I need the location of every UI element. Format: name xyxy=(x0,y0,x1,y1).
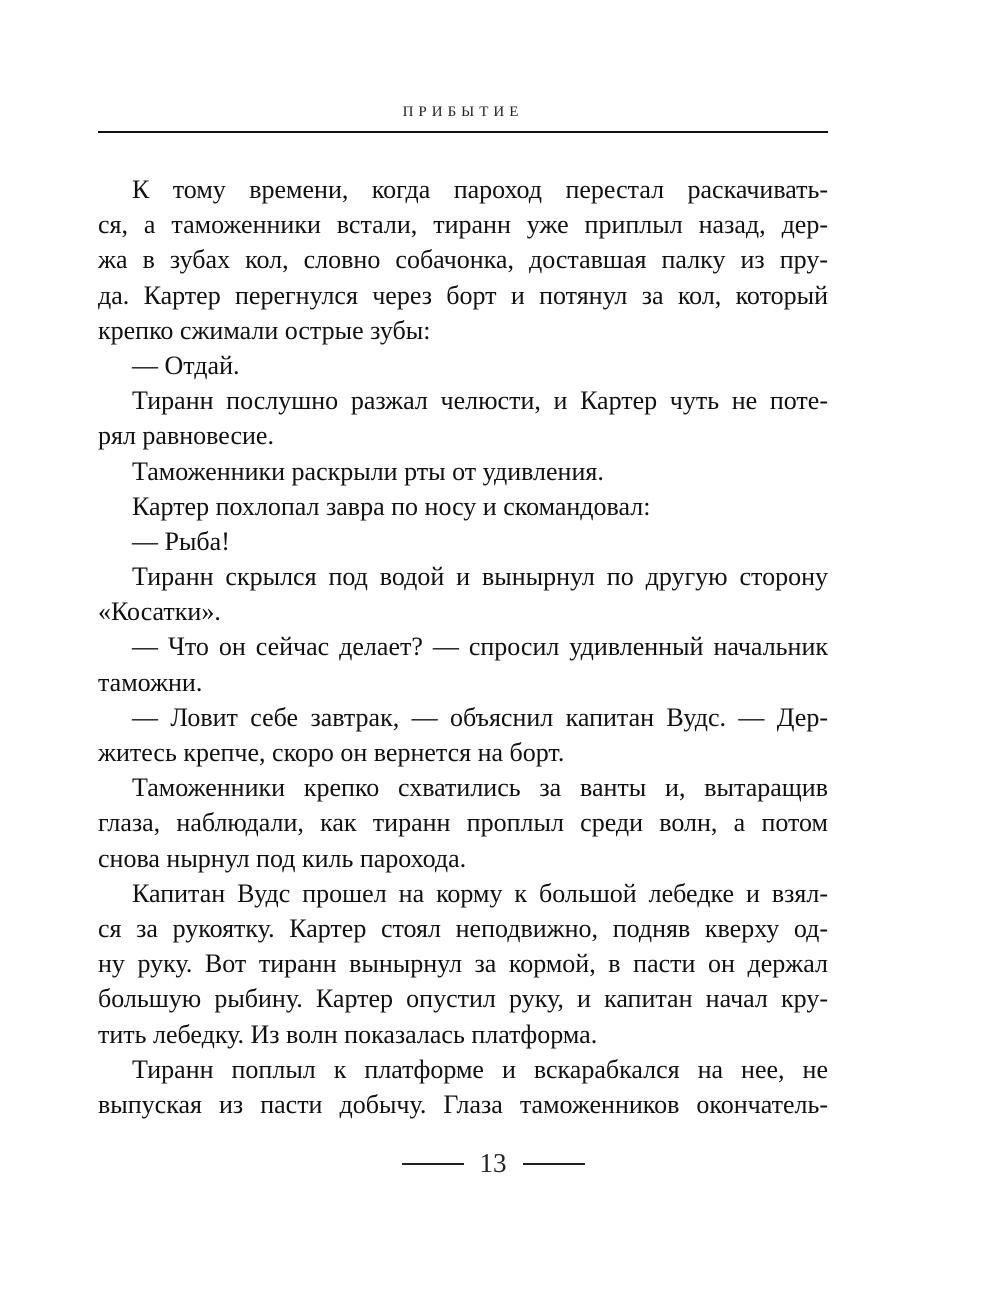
text-line: Тиранн послушно разжал челюсти, и Картер чуть не поте- xyxy=(132,386,828,416)
text-line: выпуская из пасти добычу. Глаза таможенников окончатель- xyxy=(98,1089,828,1119)
text-line: тить лебедку. Из волн показалась платформа. xyxy=(98,1019,598,1049)
text-line: — Рыба! xyxy=(132,526,230,556)
text-line: глаза, наблюдали, как тиранн проплыл среди волн, а потом xyxy=(98,808,828,838)
folio-rule-left xyxy=(402,1163,464,1165)
text-line: житесь крепче, скоро он вернется на борт. xyxy=(98,738,565,767)
folio-rule-right xyxy=(523,1163,585,1165)
body-text xyxy=(98,172,828,1122)
text-line: таможни. xyxy=(98,667,203,697)
text-line: ся за рукоятку. Картер стоял неподвижно, подняв кверху од- xyxy=(98,913,828,943)
text-line: К тому времени, когда пароход перестал раскачивать- xyxy=(132,175,828,204)
page-number: 13 xyxy=(479,1148,507,1178)
running-header: ПРИБЫТИЕ xyxy=(402,104,524,120)
text-line: «Косатки». xyxy=(98,597,221,627)
text-line: жа в зубах кол, словно собачонка, доставшая палку из пру- xyxy=(98,245,828,275)
text-line: да. Картер перегнулся через борт и потянул за кол, который xyxy=(98,280,828,310)
text-line: снова нырнул под киль парохода. xyxy=(98,843,467,873)
text-line: ну руку. Вот тиранн вынырнул за кормой, в пасти он держал xyxy=(98,949,828,979)
header-rule xyxy=(98,131,828,133)
text-line: Таможенники крепко схватились за ванты и, вытаращив xyxy=(132,773,828,803)
text-line: Тиранн скрылся под водой и вынырнул по другую сторону xyxy=(132,562,828,592)
text-line: рял равновесие. xyxy=(98,421,274,451)
text-line: — Что он сейчас делает? — спросил удивленный начальник xyxy=(132,632,828,662)
text-line: Картер похлопал завра по носу и скомандовал: xyxy=(132,491,651,521)
text-line: Тиранн поплыл к платформе и вскарабкался на нее, не xyxy=(132,1054,828,1084)
text-line: ся, а таможенники встали, тиранн уже приплыл назад, дер- xyxy=(98,210,828,240)
text-line: — Отдай. xyxy=(132,350,240,380)
text-line: Капитан Вудс прошел на корму к большой лебедке и взял- xyxy=(132,878,828,908)
text-line: большую рыбину. Картер опустил руку, и капитан начал кру- xyxy=(98,984,828,1014)
page-footer xyxy=(0,1148,986,1179)
text-line: крепко сжимали острые зубы: xyxy=(98,315,431,345)
text-line: Таможенники раскрыли рты от удивления. xyxy=(132,456,604,486)
text-line: — Ловит себе завтрак, — объяснил капитан Вудс. — Дер- xyxy=(132,702,828,732)
